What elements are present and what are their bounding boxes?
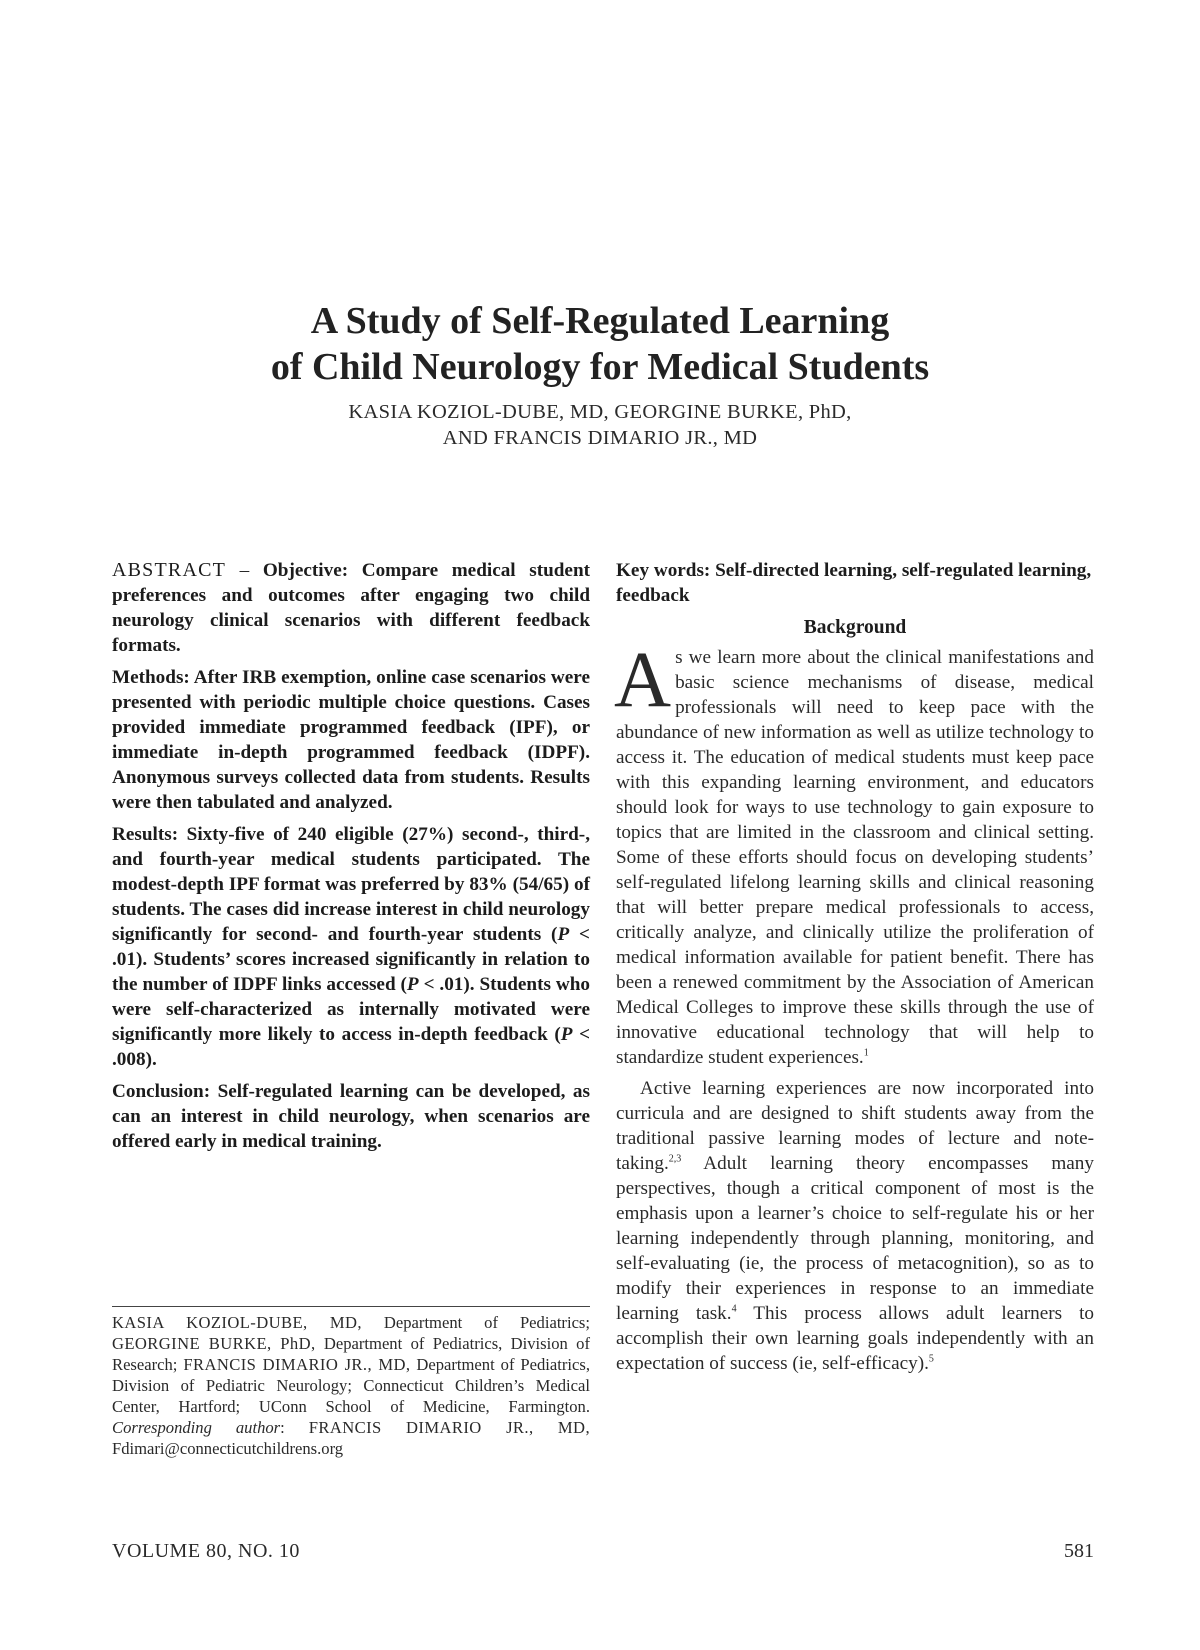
affiliation-author-2: GEORGINE BURKE, PhD, (112, 1334, 316, 1353)
paragraph-2-text-a: Active learning experiences are now incorporated into curricula and are designed to shift students away from the traditional passive learning modes of lecture and note-taking. (616, 1078, 1094, 1174)
paragraph-2-text-c: This process allows adult learners to accomplish their own learning goals independently with an expectation of success (ie, self-efficacy). (616, 1303, 1094, 1374)
objective-text: Objective: Compare medical student preferences and outcomes after engaging two child neurology clinical scenarios with different feedback formats. (112, 560, 591, 656)
affiliation-dept-2: Department of Pediatrics, Division of Research; (112, 1334, 590, 1374)
affiliation-dept-3: Department of Pediatrics, Division of Pediatric Neurology; Connecticut Children’s Medical Center, Hartford; UConn School of Medicine, Farmington. (112, 1355, 590, 1416)
affiliation-dept-1: Department of Pediatrics; (361, 1313, 590, 1332)
affiliation-author-1: KASIA KOZIOL-DUBE, MD, (112, 1313, 362, 1332)
title-line-2: of Child Neurology for Medical Students (270, 346, 930, 388)
citation-ref: 4 (731, 1303, 737, 1315)
page-number: 581 (1064, 1540, 1094, 1562)
abstract-conclusion: Conclusion: Self-regulated learning can be developed, as can an interest in child neurology, when scenarios are offered early in medical training. (112, 1081, 590, 1152)
title-line-1: A Study of Self-Regulated Learning (310, 300, 890, 342)
p-value-symbol: P (557, 924, 570, 945)
right-column (616, 558, 1094, 1382)
corresponding-author-name: FRANCIS DIMARIO JR., MD, (308, 1418, 590, 1437)
authors-line-1: KASIA KOZIOL-DUBE, MD, GEORGINE BURKE, PhD, (348, 401, 852, 423)
key-words: Key words: Self-directed learning, self-regulated learning, feedback (616, 560, 1092, 606)
paragraph-2-text-b: Adult learning theory encompasses many perspectives, though a critical component of most is the emphasis upon a learner’s choice to self-regulate his or her learning independently through planning, monitoring, and self-evaluating (ie, the process of metacognition), so as to modify their experiences in response to an immediate learning task. (616, 1153, 1094, 1324)
p-value-symbol: P (406, 974, 419, 995)
corresponding-colon: : (280, 1418, 309, 1437)
author-list (0, 399, 1200, 451)
paragraph-1-text: s we learn more about the clinical manifestations and basic science mechanisms of disease, medical professionals will need to keep pace with the abundance of new information as well as utilize technology to access it. The education of medical students must keep pace with this expanding learning environment, and educators should look for ways to use technology to gain exposure to topics that are limited in the classroom and clinical setting. Some of these efforts should focus on developing students’ self-regulated lifelong learning skills and clinical reasoning that will better prepare medical professionals to access, critically analyze, and clinically utilize the proliferation of medical information available for patient benefit. There has been a renewed commitment by the Association of American Medical Colleges to improve these skills through the use of innovative educational technology that will help to standardize student experiences. (616, 647, 1094, 1068)
journal-volume: VOLUME 80, NO. 10 (112, 1540, 300, 1562)
background-paragraph-1 (614, 637, 1094, 1070)
abstract-label: ABSTRACT (112, 559, 227, 581)
authors-line-2: AND FRANCIS DIMARIO JR., MD (442, 427, 758, 449)
p-value-symbol: P (560, 1024, 573, 1045)
author-affiliations (112, 1312, 590, 1459)
affiliation-author-3: FRANCIS DIMARIO JR., MD, (183, 1355, 411, 1374)
results-text-4: < .008). (112, 1024, 590, 1070)
results-text-2: < .01). Students’ scores increased significantly in relation to the number of IDPF links accessed ( (112, 924, 590, 995)
corresponding-author-label: Corresponding author (112, 1418, 281, 1437)
citation-ref: 5 (928, 1353, 934, 1365)
results-text-3: < .01). Students who were self-characterized as internally motivated were significantly more likely to access in-depth feedback ( (112, 974, 590, 1045)
citation-ref: 2,3 (668, 1153, 682, 1165)
corresponding-email[interactable]: Fdimari@connecticutchildrens.org (112, 1439, 344, 1458)
footnote-divider (112, 1306, 590, 1307)
abstract-objective (112, 558, 590, 658)
background-heading: Background (803, 617, 907, 638)
abstract-results (112, 822, 590, 1072)
left-column (112, 558, 590, 1161)
background-paragraph-2 (616, 1076, 1094, 1376)
drop-cap: A (614, 637, 672, 724)
article-title (0, 298, 1200, 390)
abstract-methods: Methods: After IRB exemption, online case scenarios were presented with periodic multiple choice questions. Cases provided immediate programmed feedback (IPF), or immediate in-depth programmed feedback (IDPF). Anonymous surveys collected data from students. Results were then tabulated and analyzed. (112, 667, 590, 813)
results-text-1: Results: Sixty-five of 240 eligible (27%) second-, third-, and fourth-year medical students participated. The modest-depth IPF format was preferred by 83% (54/65) of students. The cases did increase interest in child neurology significantly for second- and fourth-year students ( (112, 824, 590, 945)
citation-ref: 1 (863, 1047, 869, 1059)
abstract-dash: – (226, 560, 263, 581)
